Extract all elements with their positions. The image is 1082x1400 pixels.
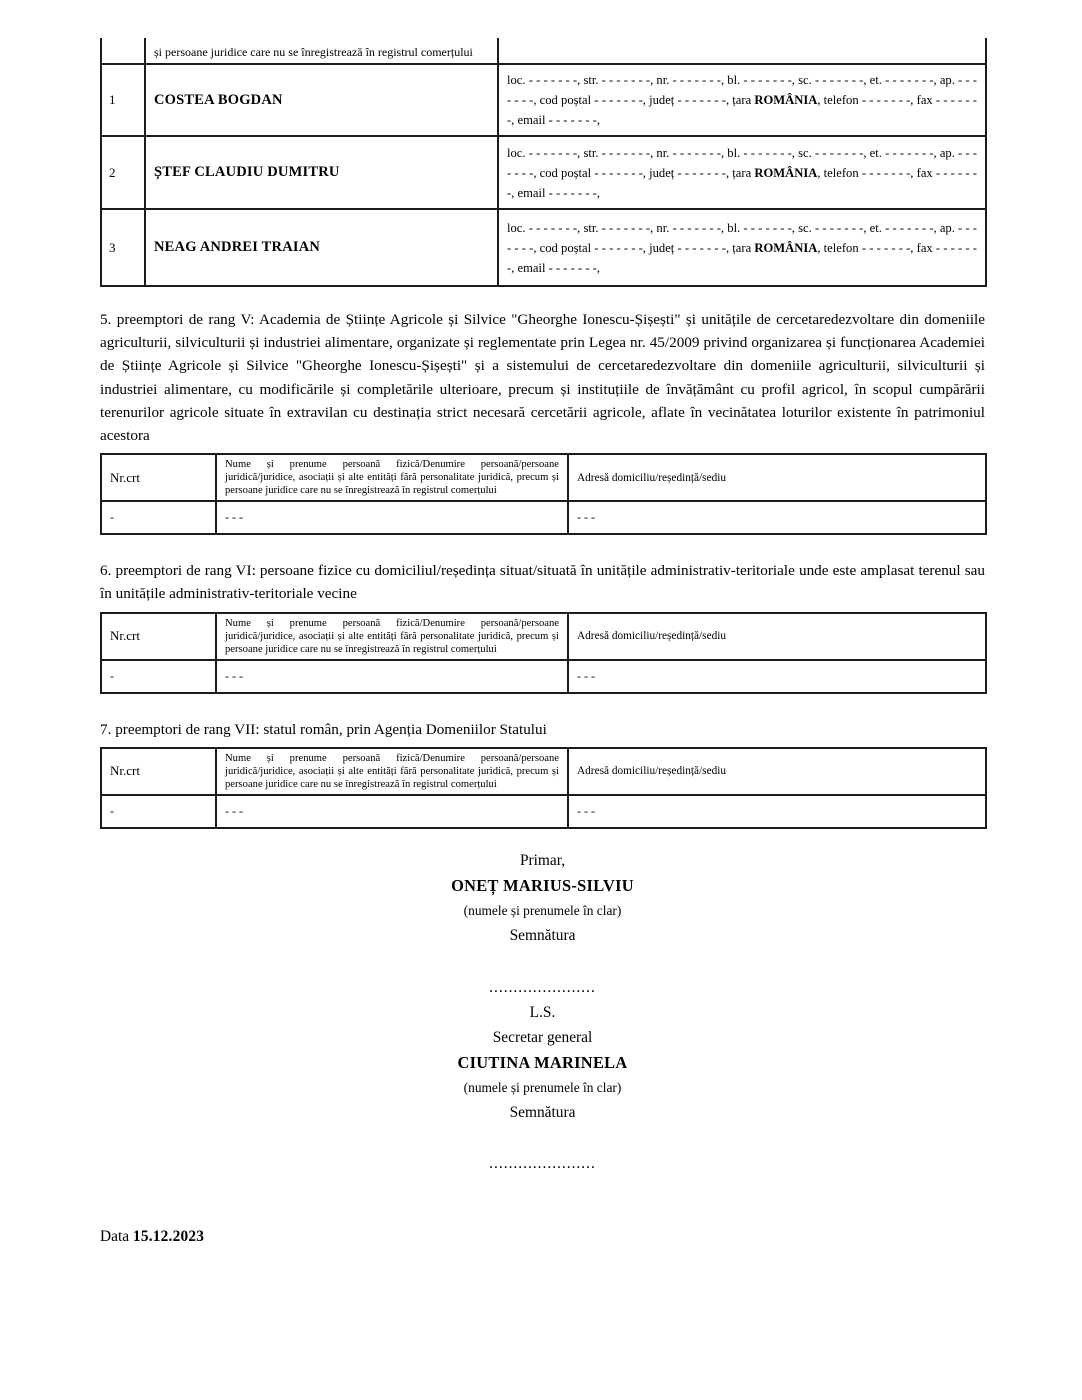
empty-name-cell: - - - (216, 501, 568, 534)
secretar-signature-block (100, 1000, 985, 1176)
empty-nr-cell: - (101, 660, 216, 693)
partial-empty-cell (101, 38, 145, 64)
address-country: ROMÂNIA (754, 93, 818, 107)
section-6-paragraph: 6. preemptori de rang VI: persoane fizice cu domiciliul/reședința situat/situată în unitățile administrativ-teritoriale unde este amplasat terenul sau în unitățile administrativ-teritoriale vecine (100, 562, 985, 603)
row-number-cell: 3 (101, 209, 145, 286)
address-cell (498, 209, 986, 286)
signature-title: Secretar general (492, 1028, 593, 1046)
section-5-paragraph: 5. preemptori de rang V: Academia de Științe Agricole și Silvice "Gheorghe Ionescu-Șișești" și unitățile de cercetaredezvoltare din domeniile agriculturii, silviculturii și industriei alimentare, organizate și reglementate prin Legea nr. 45/2009 privind organizarea și funcționarea Academiei de Științe Agricole și Silvice "Gheorghe Ionescu-Șișești" și a sistemului de cercetaredezvoltare din domeniile agriculturii, silviculturii și industriei alimentare, cu modificările și completările ulterioare, precum și instituțiile de învățământ cu profil agricol, în scopul cumpărării terenurilor agricole situate în extravilan cu destinația strict necesară cercetării agricole, aflate în vecinătatea loturilor existente în patrimoniul acestora (100, 311, 985, 445)
address-header: Adresă domiciliu/reședință/sediu (568, 613, 986, 660)
empty-name-cell: - - - (216, 660, 568, 693)
empty-name-cell: - - - (216, 795, 568, 828)
nr-crt-header: Nr.crt (101, 613, 216, 660)
address-template-part1: loc. - - - - - - -, str. - - - - - - -, nr. - - - - - - -, bl. - - - - - - -, sc. - - - - - - -, et. - - - - - - -, ap. - - - - - - -, cod poștal - - - - - - -, județ - - - - - - -, țara (507, 145, 977, 180)
table-header-row (101, 748, 986, 795)
row-number-cell: 1 (101, 64, 145, 136)
address-country: ROMÂNIA (754, 165, 818, 180)
date-label: Data (100, 1227, 130, 1245)
top-margin (0, 0, 1082, 38)
date-value: 15.12.2023 (132, 1227, 205, 1245)
empty-address-cell: - - - (568, 501, 986, 534)
name-header: Nume și prenume persoană fizică/Denumire persoană/persoane juridică/juridice, asociații și alte entități fără personalitate juridică, precum și persoane juridice care nu se înregistrează în registrul comerțului (216, 454, 568, 501)
nr-crt-header: Nr.crt (101, 454, 216, 501)
section-7-paragraph: 7. preemptori de rang VII: statul român, prin Agenția Domeniilor Statului (100, 720, 547, 738)
address-template-part1: loc. - - - - - - -, str. - - - - - - -, nr. - - - - - - -, bl. - - - - - - -, sc. - - - - - - -, et. - - - - - - -, ap. - - - - - - -, cod poștal - - - - - - -, județ - - - - - - -, țara (507, 220, 977, 255)
signature-name: CIUTINA MARINELA (457, 1052, 628, 1072)
document-content (100, 38, 985, 1246)
table-row (101, 64, 986, 136)
address-header: Adresă domiciliu/reședință/sediu (568, 454, 986, 501)
dotted-signature-line: ...................... (489, 978, 596, 996)
table-header-row (101, 613, 986, 660)
name-header: Nume și prenume persoană fizică/Denumire persoană/persoane juridică/juridice, asociații și alte entități fără personalitate juridică, precum și persoane juridice care nu se înregistrează în registrul comerțului (216, 748, 568, 795)
date-line (100, 1228, 985, 1246)
nr-crt-header: Nr.crt (101, 748, 216, 795)
name-header: Nume și prenume persoană fizică/Denumire persoană/persoane juridică/juridice, asociații și alte entități fără personalitate juridică, precum și persoane juridice care nu se înregistrează în registrul comerțului (216, 613, 568, 660)
name-cell: ȘTEF CLAUDIU DUMITRU (145, 136, 498, 209)
address-template-part1: loc. - - - - - - -, str. - - - - - - -, nr. - - - - - - -, bl. - - - - - - -, sc. - - - - - - -, et. - - - - - - -, ap. - - - - - - -, cod poștal - - - - - - -, județ - - - - - - -, țara (507, 73, 977, 107)
rank6-table (100, 612, 987, 694)
table-empty-row (101, 795, 986, 828)
address-header: Adresă domiciliu/reședință/sediu (568, 748, 986, 795)
table-header-row (101, 454, 986, 501)
seal-label: L.S. (529, 1003, 556, 1021)
empty-nr-cell: - (101, 501, 216, 534)
table-row-partial-header (101, 38, 986, 64)
table-empty-row (101, 660, 986, 693)
name-cell: COSTEA BOGDAN (145, 64, 498, 136)
table-row (101, 136, 986, 209)
partial-header-tail: și persoane juridice care nu se înregistrează în registrul comerțului (145, 38, 498, 64)
top-preemptor-table (100, 38, 987, 287)
primar-signature-block (100, 848, 985, 1000)
rank7-table (100, 747, 987, 829)
table-empty-row (101, 501, 986, 534)
address-template-part2: , telefon - - - - - - -, fax - - - - - - -, email - - - - - - -, (507, 240, 977, 275)
signature-note: (numele și prenumele în clar) (463, 902, 622, 918)
address-cell (498, 136, 986, 209)
signature-name: ONEȚ MARIUS-SILVIU (451, 875, 634, 895)
signature-label: Semnătura (509, 926, 576, 944)
name-cell: NEAG ANDREI TRAIAN (145, 209, 498, 286)
signature-title: Primar, (519, 851, 566, 869)
rank5-table (100, 453, 987, 535)
address-cell (498, 64, 986, 136)
empty-address-cell: - - - (568, 795, 986, 828)
partial-empty-cell (498, 38, 986, 64)
dotted-signature-line: ...................... (489, 1154, 596, 1172)
signature-label: Semnătura (509, 1103, 576, 1121)
address-template-part2: , telefon - - - - - - -, fax - - - - - - -, email - - - - - - -, (507, 165, 977, 200)
table-row (101, 209, 986, 286)
address-country: ROMÂNIA (754, 240, 818, 255)
address-template-part2: , telefon - - - - - - -, fax - - - - - - -, email - - - - - - -, (507, 93, 977, 127)
empty-nr-cell: - (101, 795, 216, 828)
empty-address-cell: - - - (568, 660, 986, 693)
signature-note: (numele și prenumele în clar) (463, 1079, 622, 1095)
row-number-cell: 2 (101, 136, 145, 209)
